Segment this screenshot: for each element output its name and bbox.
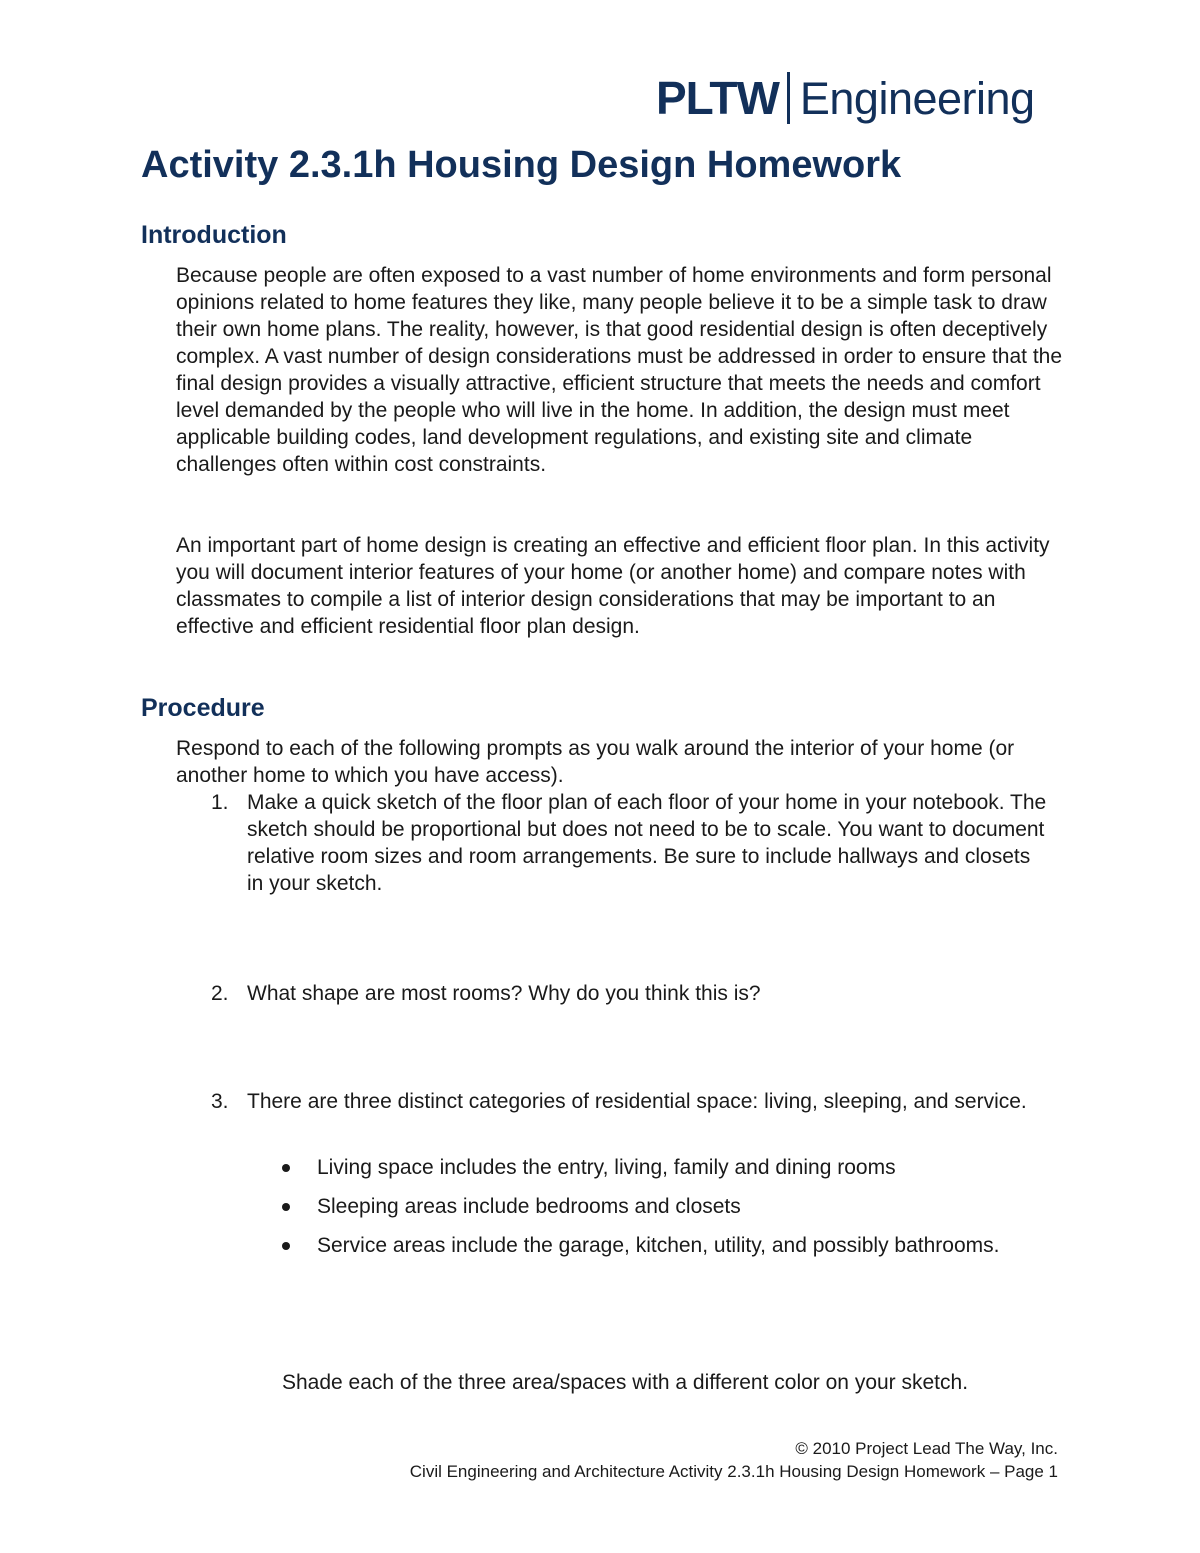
bullet-icon	[282, 1203, 290, 1211]
item-3-text: There are three distinct categories of residential space: living, sleeping, and service.	[247, 1090, 1027, 1113]
bullet-living-space: Living space includes the entry, living, family and dining rooms	[317, 1156, 896, 1179]
bullet-service-areas: Service areas include the garage, kitchen, utility, and possibly bathrooms.	[317, 1234, 1000, 1257]
logo-divider	[787, 72, 790, 124]
item-2-text: What shape are most rooms? Why do you think this is?	[247, 982, 761, 1005]
logo-division: Engineering	[799, 72, 1035, 124]
bullet-icon	[282, 1242, 290, 1250]
item-2-number: 2.	[211, 982, 229, 1005]
bullet-icon	[282, 1164, 290, 1172]
introduction-paragraph-1: Because people are often exposed to a vast number of home environments and form personal opinions related to home features they like, many people believe it to be a simple task to draw their own home plans. The reality, however, is that good residential design is often deceptively complex. A vast number of design considerations must be addressed in order to ensure that the final design provides a visually attractive, efficient structure that meets the needs and comfort level demanded by the people who will live in the home. In addition, the design must meet applicable building codes, land development regulations, and existing site and climate challenges often within cost constraints.	[176, 264, 1063, 476]
bullet-sleeping-areas: Sleeping areas include bedrooms and closets	[317, 1195, 741, 1218]
item-1-text: Make a quick sketch of the floor plan of each floor of your home in your notebook. The sketch should be proportional but does not need to be to scale. You want to document relative room sizes and room arrangements. Be sure to include hallways and closets in your sketch.	[247, 791, 1047, 895]
pltw-engineering-logo	[656, 70, 1035, 126]
footer-copyright: © 2010 Project Lead The Way, Inc.	[795, 1439, 1058, 1458]
introduction-paragraph-2: An important part of home design is creating an effective and efficient floor plan. In this activity you will document interior features of your home (or another home) and compare notes with classmates to compile a list of interior design considerations that may be important to an effective and efficient residential floor plan design.	[176, 534, 1050, 638]
footer-course-line: Civil Engineering and Architecture Activity 2.3.1h Housing Design Homework – Page 1	[409, 1462, 1058, 1481]
logo-brand: PLTW	[656, 72, 779, 124]
procedure-heading: Procedure	[141, 694, 265, 722]
item-3-followup: Shade each of the three area/spaces with a different color on your sketch.	[282, 1371, 969, 1394]
introduction-heading: Introduction	[141, 221, 287, 249]
page-title: Activity 2.3.1h Housing Design Homework	[141, 144, 902, 186]
item-3-number: 3.	[211, 1090, 229, 1113]
item-1-number: 1.	[211, 791, 229, 814]
procedure-intro: Respond to each of the following prompts as you walk around the interior of your home (or another home to which you have access).	[176, 737, 1015, 787]
